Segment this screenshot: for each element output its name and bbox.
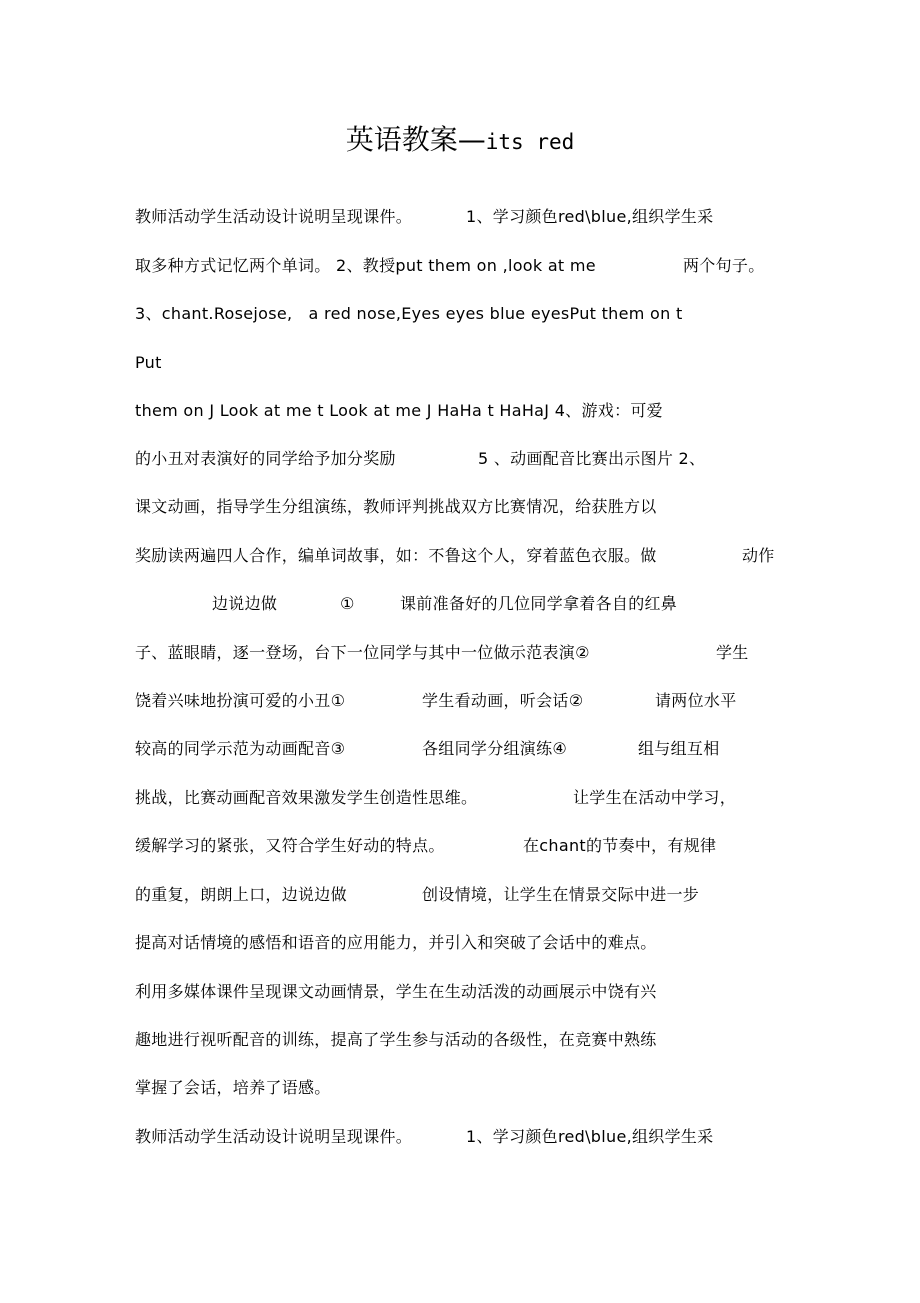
text-segment: 学生看动画，听会话② <box>422 691 584 710</box>
page-title <box>0 120 920 162</box>
text-segment: 教师活动学生活动设计说明呈现课件。 <box>135 1127 413 1146</box>
text-segment: 动作 <box>742 546 775 565</box>
text-segment: 利用多媒体课件呈现课文动画情景，学生在生动活泼的动画展示中饶有兴 <box>135 982 657 1001</box>
text-segment: 挑战，比赛动画配音效果激发学生创造性思维。 <box>135 788 478 807</box>
text-line <box>135 737 720 761</box>
text-segment: 掌握了会话，培养了语感。 <box>135 1078 331 1097</box>
text-line <box>135 254 765 278</box>
text-line <box>135 447 706 471</box>
text-line <box>135 302 683 326</box>
text-segment: 课前准备好的几位同学拿着各自的红鼻 <box>400 594 678 613</box>
text-segment: 让学生在活动中学习， <box>573 788 737 807</box>
text-segment: 1、学习颜色red\blue,组织学生采 <box>466 1127 714 1146</box>
text-line <box>135 592 678 616</box>
text-segment: Put <box>135 353 162 372</box>
text-line <box>135 351 162 375</box>
text-line <box>135 399 663 423</box>
text-segment: 提高对话情境的感悟和语音的应用能力，并引入和突破了会话中的难点。 <box>135 933 657 952</box>
text-line <box>135 786 737 810</box>
text-segment: 5 、动画配音比赛出示图片 2、 <box>478 449 706 468</box>
text-segment: 的小丑对表演好的同学给予加分奖励 <box>135 449 396 468</box>
text-segment: 教师活动学生活动设计说明呈现课件。 <box>135 207 413 226</box>
text-segment: 饶着兴味地扮演可爱的小丑① <box>135 691 346 710</box>
text-line <box>135 495 657 519</box>
text-segment: ① <box>340 594 355 613</box>
title-chinese: 英语教案— <box>345 123 486 156</box>
text-line <box>135 1125 714 1149</box>
text-segment: 较高的同学示范为动画配音③ <box>135 739 346 758</box>
text-segment: 3、chant.Rosejose, a red nose,Eyes eyes blue eyesPut them on t <box>135 304 683 323</box>
text-line <box>135 689 737 713</box>
text-line <box>135 205 714 229</box>
text-segment: 奖励读两遍四人合作，编单词故事，如：不鲁这个人，穿着蓝色衣服。做 <box>135 546 657 565</box>
text-segment: 趣地进行视听配音的训练，提高了学生参与活动的各级性，在竞赛中熟练 <box>135 1030 657 1049</box>
text-segment: 学生 <box>716 643 749 662</box>
text-segment: 在chant的节奏中，有规律 <box>523 836 717 855</box>
text-line <box>135 883 700 907</box>
text-line <box>135 1076 331 1100</box>
text-segment: 课文动画，指导学生分组演练，教师评判挑战双方比赛情况，给获胜方以 <box>135 497 657 516</box>
text-segment: 请两位水平 <box>655 691 737 710</box>
text-segment: 子、蓝眼睛，逐一登场，台下一位同学与其中一位做示范表演② <box>135 643 590 662</box>
text-segment: 两个句子。 <box>683 256 765 275</box>
text-line <box>135 980 657 1004</box>
title-english: its red <box>485 130 575 154</box>
text-line <box>135 931 657 955</box>
text-segment: 创设情境，让学生在情景交际中进一步 <box>422 885 700 904</box>
text-segment: 边说边做 <box>212 594 278 613</box>
text-segment: 缓解学习的紧张，又符合学生好动的特点。 <box>135 836 445 855</box>
text-line <box>135 641 749 665</box>
text-segment: 各组同学分组演练④ <box>422 739 568 758</box>
text-segment: them on J Look at me t Look at me J HaHa t HaHaJ 4、游戏：可爱 <box>135 401 663 420</box>
text-segment: 组与组互相 <box>638 739 720 758</box>
text-segment: 1、学习颜色red\blue,组织学生采 <box>466 207 714 226</box>
text-line <box>135 544 775 568</box>
text-segment: 的重复，朗朗上口，边说边做 <box>135 885 347 904</box>
text-line <box>135 834 717 858</box>
text-segment: 取多种方式记忆两个单词。 2、教授put them on ,look at me <box>135 256 596 275</box>
text-line <box>135 1028 657 1052</box>
